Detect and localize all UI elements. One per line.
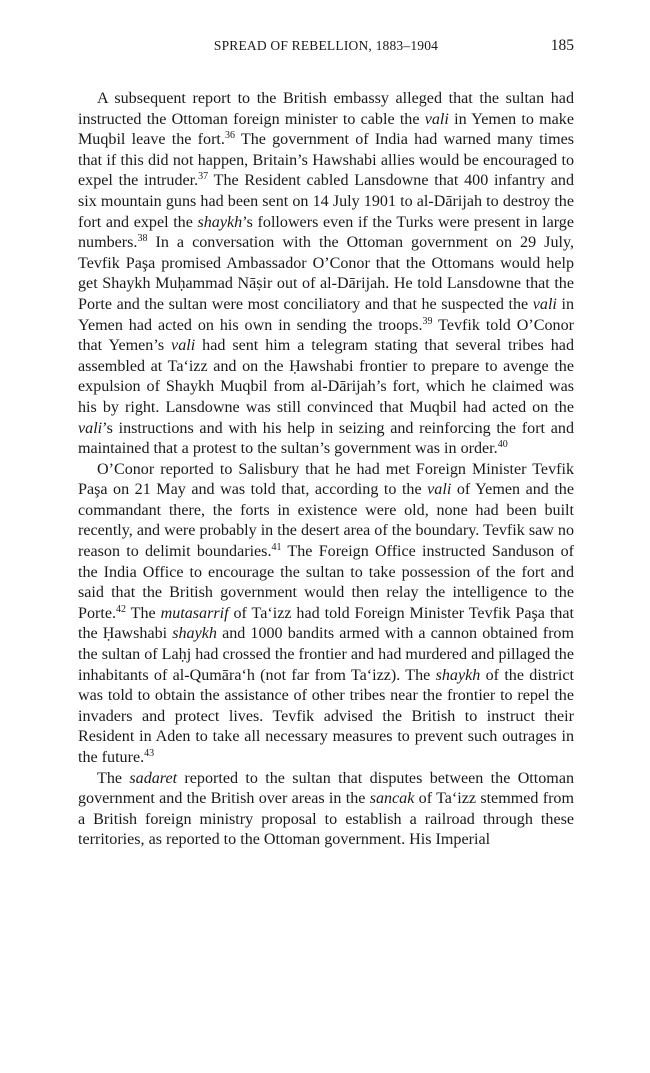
- text-run: ’s followers even if the Turks were present in large numbers.: [78, 213, 574, 252]
- italic-term: vali: [532, 295, 557, 313]
- text-run: of Ta‘izz had told Foreign Minister Tevfik Paşa that the Ḥawshabi: [78, 604, 574, 643]
- text-run: ’s instructions and with his help in seizing and reinforcing the fort and maintained that a protest to the sultan’s government was in order.: [78, 419, 574, 458]
- italic-term: sadaret: [129, 769, 178, 787]
- paragraph: [78, 769, 574, 851]
- footnote-marker: 36: [224, 130, 235, 142]
- footnote-marker: 37: [198, 171, 209, 183]
- italic-term: shaykh: [435, 666, 481, 684]
- italic-term: vali: [424, 110, 449, 128]
- italic-term: vali: [171, 337, 196, 355]
- text-run: in Yemen to make Muqbil leave the fort.: [78, 110, 574, 149]
- paragraph: [78, 460, 574, 769]
- italic-term: sancak: [369, 790, 415, 808]
- text-run: Tevfik told O’Conor that Yemen’s: [78, 316, 574, 355]
- text-run: A subsequent report to the British embassy alleged that the sultan had instructed the Ottoman foreign minister to cable the: [78, 90, 574, 128]
- text-run: The Foreign Office instructed Sanduson of the India Office to encourage the sultan to take possession of the fort and said that the British government would then relay the intelligence to the Porte.: [78, 543, 574, 622]
- italic-term: vali: [427, 481, 452, 499]
- text-run: of Ta‘izz stemmed from a British foreign ministry proposal to establish a railroad through these territories, as reported to the Ottoman government. His Imperial: [78, 790, 574, 849]
- text-run: of Yemen and the commandant there, the forts in existence were old, none had been built recently, and were probably in the desert area of the boundary. Tevfik saw no reason to delimit boundaries.: [78, 481, 575, 561]
- footnote-marker: 40: [497, 439, 508, 451]
- text-run: The Resident cabled Lansdowne that 400 infantry and six mountain guns had been sent on 14 July 1901 to al-Dārijah to destroy the fort and expel the: [78, 172, 574, 231]
- text-run: reported to the sultan that disputes between the Ottoman government and the British over areas in the: [78, 769, 575, 808]
- text-run: The: [97, 769, 130, 787]
- footnote-marker: 38: [137, 233, 148, 245]
- body-text: [78, 89, 574, 851]
- italic-term: shaykh: [197, 213, 243, 231]
- running-title: SPREAD OF REBELLION, 1883–1904: [213, 38, 439, 53]
- text-run: of the district was told to obtain the assistance of other tribes near the frontier to repel the invaders and protect lives. Tevfik advised the British to instruct their Resident in Aden to take all necessary measures to prevent such outrages in the future.: [78, 666, 574, 766]
- footnote-marker: 43: [144, 748, 155, 759]
- text-run: in Yemen had acted on his own in sending the troops.: [78, 295, 575, 334]
- text-run: The: [126, 604, 161, 622]
- text-run: The government of India had warned many times that if this did not happen, Britain’s Hawshabi allies would be encouraged to expel the intruder.: [78, 131, 574, 190]
- footnote-marker: 39: [422, 315, 433, 327]
- text-run: In a conversation with the Ottoman government on 29 July, Tevfik Paşa promised Ambassador O’Conor that the Ottomans would help get Shaykh Muḥammad Nāṣir out of al-Dārijah. He told Lansdowne that the Porte and the sultan were most conciliatory and that he suspected the: [78, 234, 574, 313]
- paragraph: [78, 89, 574, 460]
- footnote-marker: 42: [116, 603, 126, 615]
- italic-term: vali: [78, 419, 103, 437]
- italic-term: shaykh: [172, 625, 217, 643]
- footnote-marker: 41: [271, 542, 282, 554]
- page-number: 185: [550, 37, 574, 54]
- running-head: [78, 38, 574, 58]
- text-run: O’Conor reported to Salisbury that he had met Foreign Minister Tevfik Paşa on 21 May and was told that, according to the: [78, 460, 574, 499]
- text-run: had sent him a telegram stating that several tribes had assembled at Ta‘izz and on the Ḥawshabi frontier to prepare to avenge the expulsion of Shaykh Muqbil from al-Dārijah’s fort, which he claimed was his by right. Lansdowne was still convinced that Muqbil had acted on the: [78, 337, 574, 416]
- italic-term: mutasarrif: [160, 604, 229, 622]
- text-run: and 1000 bandits armed with a cannon obtained from the sultan of Laḥj had crossed the frontier and had murdered and pillaged the inhabitants of al-Qumāra‘h (not far from Ta‘izz). The: [78, 625, 574, 684]
